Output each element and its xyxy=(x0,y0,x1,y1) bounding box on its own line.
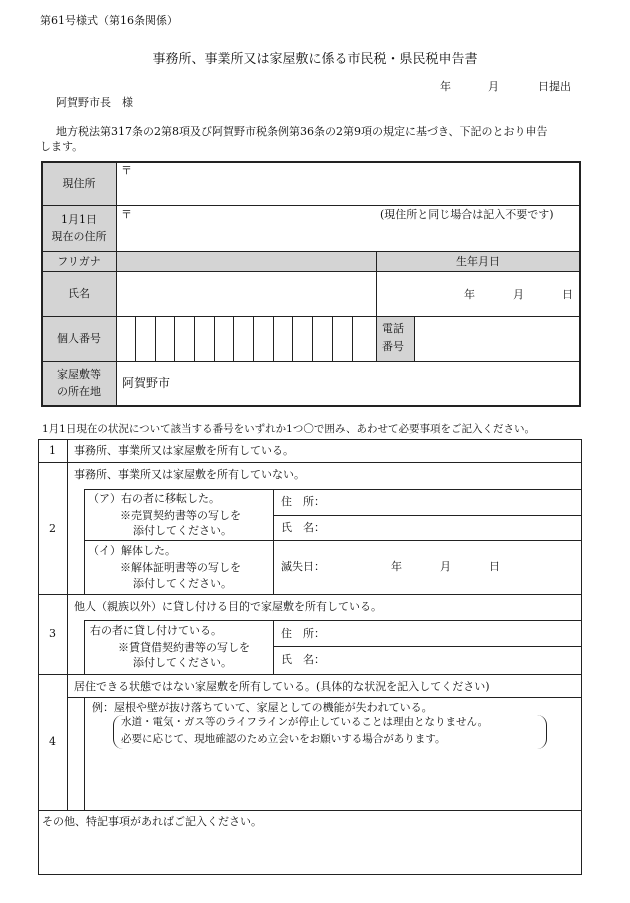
status-2i-month: 月 xyxy=(440,560,451,573)
status-2i-year: 年 xyxy=(391,560,402,573)
submit-year: 年 xyxy=(440,80,451,93)
status-2a-note-1: ※売買契約書等の写しを xyxy=(120,509,241,522)
name-label: 氏名 xyxy=(68,287,90,300)
status-2a-name-label: 氏 名： xyxy=(281,521,325,534)
status-2a-text: （ア）右の者に移転した。 xyxy=(88,492,220,505)
form-number: 第61号様式（第16条関係） xyxy=(40,14,178,27)
status-3-address-field[interactable] xyxy=(328,622,580,645)
status-4-example: 例：屋根や壁が抜け落ちていて、家屋としての機能が失われている。 xyxy=(92,701,433,714)
status-3-text: 他人（親族以外）に貸し付ける目的で家屋敷を所有している。 xyxy=(74,600,382,613)
property-address-field[interactable] xyxy=(175,364,579,404)
name-field[interactable] xyxy=(117,272,375,315)
jan1-address-label-1: 1月1日 xyxy=(61,213,97,226)
status-2a-address-label: 住 所： xyxy=(281,495,325,508)
status-1-number[interactable]: 1 xyxy=(49,444,56,457)
jan1-note: (現住所と同じ場合は記入不要です) xyxy=(380,208,554,221)
status-2i-text: （イ）解体した。 xyxy=(88,544,176,557)
status-2i-day: 日 xyxy=(489,560,500,573)
status-2i-lost-date-label: 滅失日： xyxy=(281,560,325,573)
status-2i-note-2: 添付してください。 xyxy=(133,577,232,590)
intro-line-2: します。 xyxy=(40,140,84,153)
status-4-number[interactable]: 4 xyxy=(49,735,56,748)
status-4-text: 居住できる状態ではない家屋敷を所有している。(具体的な状況を記入してください) xyxy=(74,680,490,693)
status-3-note-2: 添付してください。 xyxy=(133,656,232,669)
other-remarks-label: その他、特記事項があればご記入ください。 xyxy=(42,815,262,828)
status-4-detail-field[interactable] xyxy=(86,752,580,808)
status-3-name-label: 氏 名： xyxy=(281,653,325,666)
status-3-sub-text: 右の者に貸し付けている。 xyxy=(90,624,222,637)
status-2-number[interactable]: 2 xyxy=(49,522,56,535)
jan1-address-field[interactable] xyxy=(117,224,579,250)
mynumber-field[interactable] xyxy=(117,317,375,361)
birthdate-label: 生年月日 xyxy=(456,255,500,268)
status-2a-address-field[interactable] xyxy=(328,491,580,514)
birth-day: 日 xyxy=(562,288,573,301)
furigana-label: フリガナ xyxy=(57,255,101,268)
status-1-text: 事務所、事業所又は家屋敷を所有している。 xyxy=(74,444,294,457)
status-3-number[interactable]: 3 xyxy=(49,627,56,640)
status-2-text: 事務所、事業所又は家屋敷を所有していない。 xyxy=(74,468,305,481)
property-label-2: の所在地 xyxy=(57,385,101,398)
property-city: 阿賀野市 xyxy=(122,376,171,390)
postal-mark-current: 〒 xyxy=(121,164,132,177)
page-title: 事務所、事業所又は家屋敷に係る市民税・県民税申告書 xyxy=(152,52,478,67)
current-address-field[interactable] xyxy=(117,180,579,204)
intro-line-1: 地方税法第317条の2第8項及び阿賀野市税条例第36条の2第9項の規定に基づき、下記のとおり申告 xyxy=(56,125,548,138)
submit-day: 日提出 xyxy=(538,80,571,93)
status-3-note-1: ※賃貸借契約書等の写しを xyxy=(118,641,250,654)
phone-field[interactable] xyxy=(415,317,579,361)
property-label-1: 家屋敷等 xyxy=(57,368,101,381)
addressee: 阿賀野市長 様 xyxy=(56,96,133,109)
birth-month: 月 xyxy=(513,288,524,301)
mynumber-label: 個人番号 xyxy=(57,332,101,345)
status-instruction: 1月1日現在の状況について該当する番号をいずれか1つ〇で囲み、あわせて必要事項をご記入ください。 xyxy=(42,423,535,435)
status-3-address-label: 住 所： xyxy=(281,627,325,640)
jan1-address-label-2: 現在の住所 xyxy=(51,230,107,243)
status-4-note-1: 水道・電気・ガス等のライフラインが停止していることは理由となりません。 xyxy=(121,716,489,728)
status-2a-name-field[interactable] xyxy=(328,517,580,539)
current-address-label: 現住所 xyxy=(62,177,96,190)
status-3-name-field[interactable] xyxy=(328,648,580,673)
phone-label-2: 番号 xyxy=(382,340,404,353)
status-4-note-2: 必要に応じて、現地確認のため立会いをお願いする場合があります。 xyxy=(121,733,446,745)
submit-month: 月 xyxy=(488,80,499,93)
furigana-fill xyxy=(116,251,376,271)
birth-year: 年 xyxy=(464,288,475,301)
phone-label-1: 電話 xyxy=(382,322,404,335)
postal-mark-jan1: 〒 xyxy=(121,208,132,221)
other-remarks-field[interactable] xyxy=(40,832,580,873)
status-2a-note-2: 添付してください。 xyxy=(133,524,232,537)
status-2i-note-1: ※解体証明書等の写しを xyxy=(120,561,241,574)
